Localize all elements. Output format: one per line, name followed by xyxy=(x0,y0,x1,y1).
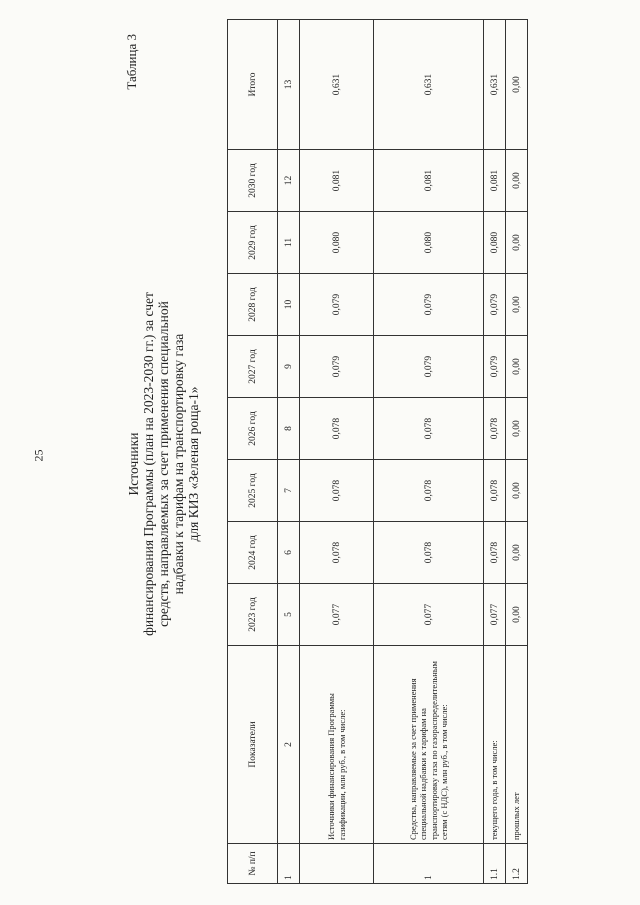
row-label: Источники финансирования Программы газификации, млн руб., в том числе: xyxy=(300,646,374,844)
value-cell: 0,078 xyxy=(484,460,506,522)
row-number xyxy=(300,844,374,884)
row-label: Средства, направляемые за счет применения специальной надбавки к тарифам на транспортировку газа по газораспределительным сетям (с НДС), млн руб., в том числе: xyxy=(374,646,484,844)
header-cell: 2030 год xyxy=(228,150,278,212)
row-number: 1.1 xyxy=(484,844,506,884)
value-cell: 0,00 xyxy=(506,274,528,336)
table-row xyxy=(484,20,506,884)
table-row xyxy=(506,20,528,884)
value-cell: 0,078 xyxy=(300,460,374,522)
value-cell: 0,631 xyxy=(300,20,374,150)
column-number: 10 xyxy=(278,274,300,336)
value-cell: 0,631 xyxy=(484,20,506,150)
header-cell: № п/п xyxy=(228,844,278,884)
table-label: Таблица 3 xyxy=(124,34,139,90)
value-cell: 0,077 xyxy=(300,584,374,646)
heading-line-1: Источники xyxy=(126,432,141,496)
value-cell: 0,079 xyxy=(484,274,506,336)
value-cell: 0,079 xyxy=(374,336,484,398)
value-cell: 0,077 xyxy=(484,584,506,646)
value-cell: 0,081 xyxy=(300,150,374,212)
value-cell: 0,078 xyxy=(300,522,374,584)
column-number: 6 xyxy=(278,522,300,584)
table-row xyxy=(300,20,374,884)
financing-table xyxy=(227,19,528,884)
value-cell: 0,079 xyxy=(300,274,374,336)
value-cell: 0,00 xyxy=(506,212,528,274)
header-cell: 2024 год xyxy=(228,522,278,584)
column-number: 12 xyxy=(278,150,300,212)
value-cell: 0,079 xyxy=(484,336,506,398)
value-cell: 0,081 xyxy=(374,150,484,212)
row-label: прошлых лет xyxy=(506,646,528,844)
value-cell: 0,080 xyxy=(300,212,374,274)
row-number: 1.2 xyxy=(506,844,528,884)
column-number: 8 xyxy=(278,398,300,460)
value-cell: 0,080 xyxy=(374,212,484,274)
value-cell: 0,00 xyxy=(506,460,528,522)
value-cell: 0,00 xyxy=(506,150,528,212)
heading-line-2: финансирования Программы (план на 2023-2030 гг.) за счет xyxy=(141,292,156,636)
column-number: 7 xyxy=(278,460,300,522)
value-cell: 0,00 xyxy=(506,584,528,646)
header-cell: 2027 год xyxy=(228,336,278,398)
header-row xyxy=(228,20,278,884)
header-cell: 2025 год xyxy=(228,460,278,522)
value-cell: 0,078 xyxy=(374,398,484,460)
column-number: 2 xyxy=(278,646,300,844)
value-cell: 0,00 xyxy=(506,522,528,584)
heading-line-4: надбавки к тарифам на транспортировку газа xyxy=(171,333,186,595)
column-number: 1 xyxy=(278,844,300,884)
table-row xyxy=(374,20,484,884)
row-number: 1 xyxy=(374,844,484,884)
rotated-page-content xyxy=(124,20,624,884)
header-cell: 2028 год xyxy=(228,274,278,336)
value-cell: 0,079 xyxy=(374,274,484,336)
value-cell: 0,078 xyxy=(484,522,506,584)
value-cell: 0,00 xyxy=(506,20,528,150)
header-cell: Показатели xyxy=(228,646,278,844)
header-cell: 2029 год xyxy=(228,212,278,274)
value-cell: 0,080 xyxy=(484,212,506,274)
value-cell: 0,078 xyxy=(484,398,506,460)
value-cell: 0,079 xyxy=(300,336,374,398)
value-cell: 0,077 xyxy=(374,584,484,646)
value-cell: 0,081 xyxy=(484,150,506,212)
page-number: 25 xyxy=(31,449,46,462)
heading-line-3: средств, направляемых за счет применения специальной xyxy=(156,301,171,627)
column-number: 9 xyxy=(278,336,300,398)
value-cell: 0,631 xyxy=(374,20,484,150)
header-cell: 2023 год xyxy=(228,584,278,646)
heading-line-5: для КИЗ «Зеленая роща-1» xyxy=(186,386,201,542)
table-heading xyxy=(126,214,201,714)
column-number: 11 xyxy=(278,212,300,274)
column-number: 13 xyxy=(278,20,300,150)
column-number-row xyxy=(278,20,300,884)
value-cell: 0,078 xyxy=(374,522,484,584)
header-cell: Итого xyxy=(228,20,278,150)
header-cell: 2026 год xyxy=(228,398,278,460)
value-cell: 0,078 xyxy=(374,460,484,522)
value-cell: 0,078 xyxy=(300,398,374,460)
row-label: текущего года, в том числе: xyxy=(484,646,506,844)
value-cell: 0,00 xyxy=(506,398,528,460)
column-number: 5 xyxy=(278,584,300,646)
value-cell: 0,00 xyxy=(506,336,528,398)
